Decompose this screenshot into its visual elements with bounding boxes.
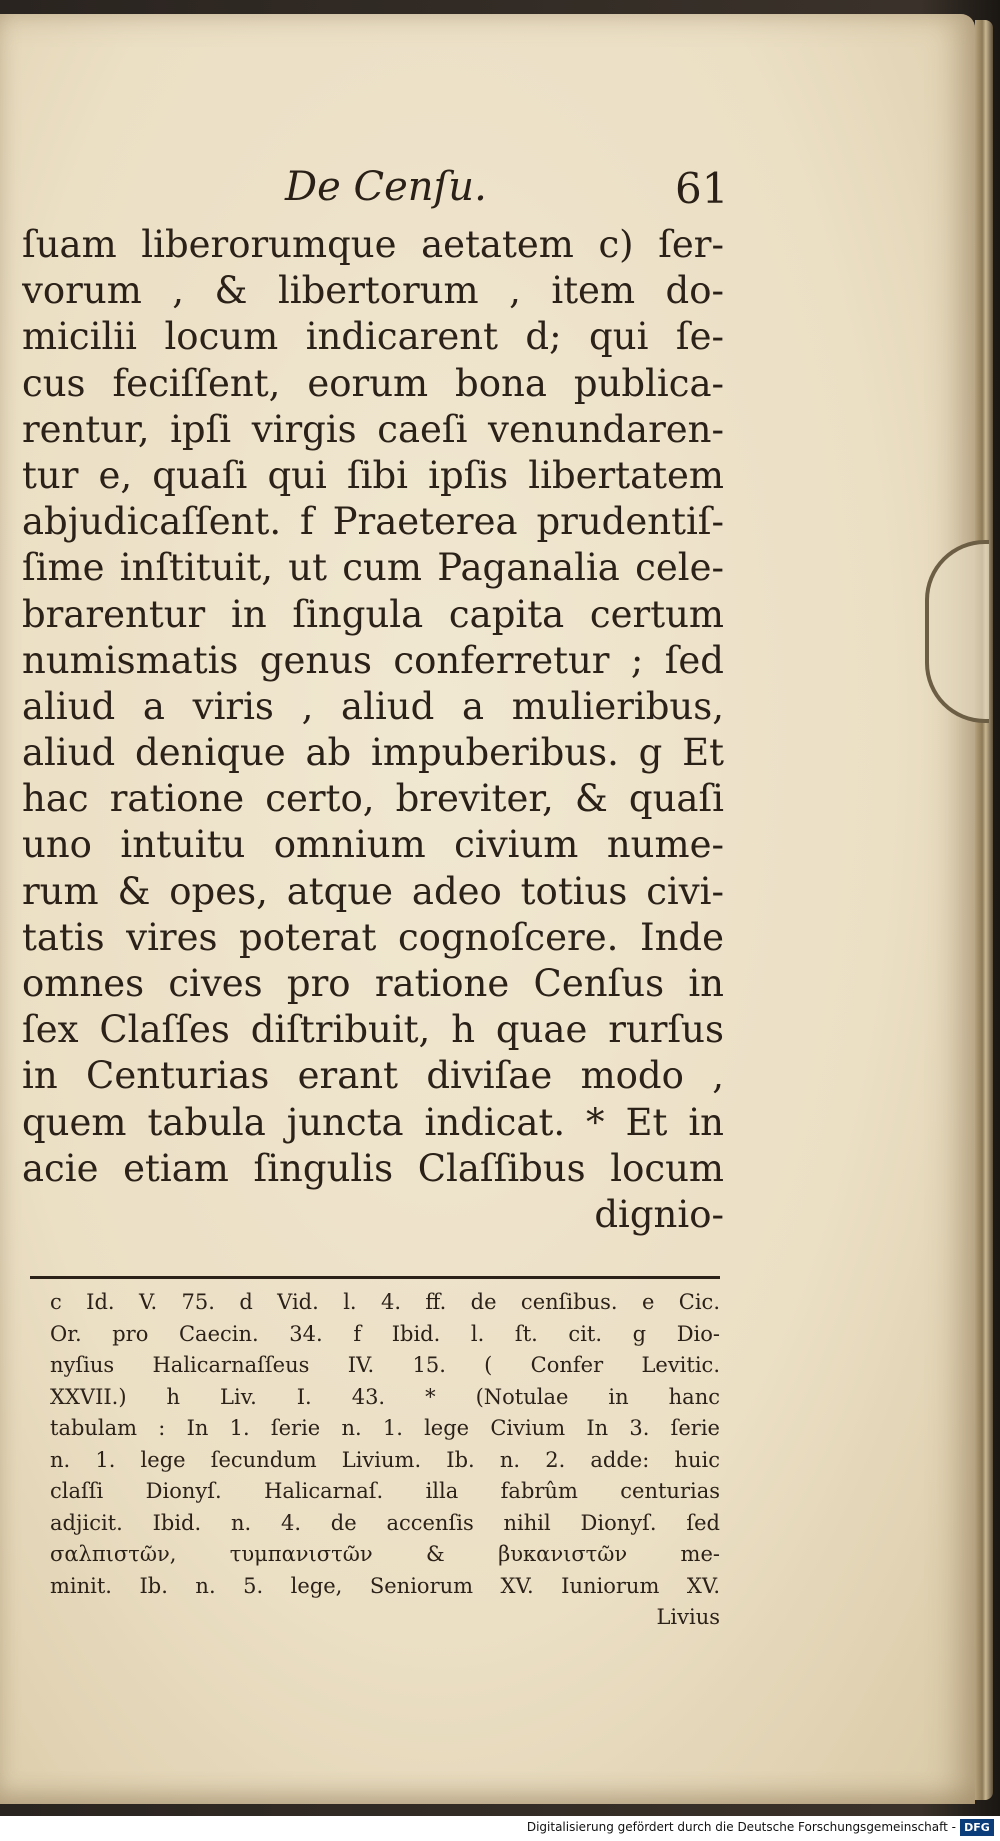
text-line: rum & opes, atque adeo totius civi- <box>22 869 724 913</box>
text-line: abjudicaſſent. f Praeterea prudentiſ- <box>22 500 724 544</box>
text-line: omnes cives pro ratione Cenſus in <box>22 962 724 1005</box>
footnote-line: tabulam : In 1. ſerie n. 1. lege Civium In 3. ſerie <box>50 1416 720 1440</box>
page-header <box>0 164 975 224</box>
footnotes <box>50 1287 720 1634</box>
footnote-line: σαλπιστῶν, τυμπανιστῶν & βυκανιστῶν me- <box>50 1542 720 1566</box>
footnote-line: n. 1. lege ſecundum Livium. Ib. n. 2. adde: huic <box>50 1447 720 1472</box>
footnote-line: minit. Ib. n. 5. lege, Seniorum XV. Iuniorum XV. <box>50 1573 720 1598</box>
text-line: micilii locum indicarent d; qui ſe- <box>22 315 724 359</box>
footnote-rule <box>30 1276 720 1279</box>
footnote-line: adjicit. Ibid. n. 4. de accenſis nihil Dionyſ. ſed <box>50 1510 720 1535</box>
text-line: numismatis genus conferretur ; ſed <box>22 638 724 682</box>
text-line: aliud denique ab impuberibus. g Et <box>22 731 724 775</box>
text-line: in Centurias erant diviſae modo , <box>22 1054 724 1098</box>
text-line: tatis vires poterat cognoſcere. Inde <box>22 915 724 959</box>
dfg-logo: DFG <box>960 1819 994 1836</box>
text-line: cus feciſſent, eorum bona publica- <box>22 361 724 405</box>
thumb-tab <box>925 540 989 723</box>
running-title: De Cenſu. <box>285 164 487 210</box>
text-line: dignio- <box>594 1192 724 1236</box>
text-line: ſuam liberorumque aetatem c) ſer- <box>22 223 724 266</box>
footnote-line: claſſi Dionyſ. Halicarnaſ. illa fabrûm centurias <box>50 1479 720 1503</box>
text-line: ſex Claſſes diſtribuit, h quae rurſus <box>22 1008 724 1052</box>
credit-bar <box>0 1816 1000 1841</box>
book-page <box>0 14 975 1804</box>
digitization-credit: Digitalisierung gefördert durch die Deutsche Forschungsgemeinschaft - <box>526 1820 956 1834</box>
page-edge <box>975 20 993 1800</box>
footnote-line: XXVII.) h Liv. I. 43. * (Notulae in hanc <box>50 1384 720 1409</box>
text-line: aliud a viris , aliud a mulieribus, <box>22 684 724 728</box>
text-line: tur e, quaſi qui ſibi ipſis libertatem <box>22 453 724 497</box>
footnote-line: c Id. V. 75. d Vid. l. 4. ff. de cenſibus. e Cic. <box>50 1290 720 1314</box>
text-line: brarentur in ſingula capita certum <box>22 592 724 636</box>
text-line: vorum , & libertorum , item do- <box>22 269 724 313</box>
footnote-line: nyſius Halicarnaſſeus IV. 15. ( Confer Levitic. <box>50 1353 720 1377</box>
text-line: quem tabula juncta indicat. * Et in <box>22 1100 724 1144</box>
footnote-line: Livius <box>656 1605 720 1629</box>
footnote-line: Or. pro Caecin. 34. f Ibid. l. ſt. cit. g Dio- <box>50 1321 720 1346</box>
main-text <box>22 222 724 1238</box>
text-line: uno intuitu omnium civium nume- <box>22 823 724 867</box>
text-line: acie etiam ſingulis Claſſibus locum <box>22 1146 724 1190</box>
text-line: ſime inſtituit, ut cum Paganalia cele- <box>22 546 724 590</box>
text-line: rentur, ipſi virgis caeſi venundaren- <box>22 407 724 451</box>
page-number: 61 <box>675 164 729 213</box>
text-line: hac ratione certo, breviter, & quaſi <box>22 777 724 821</box>
